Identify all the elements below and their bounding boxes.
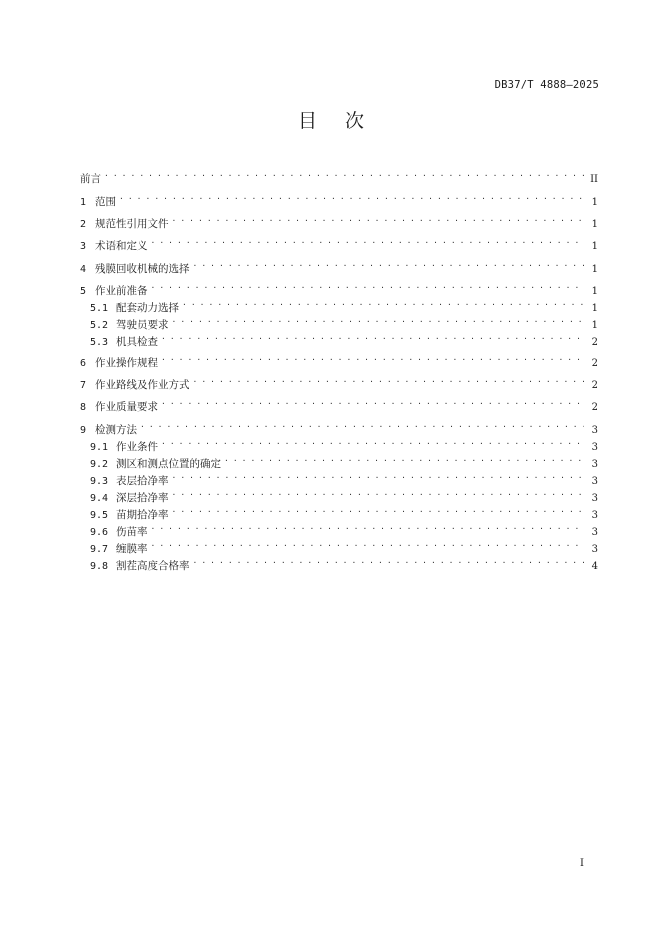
toc-leader-dots [104, 166, 584, 182]
toc-page-number: 1 [591, 320, 598, 331]
toc-title: 测区和测点位置的确定 [116, 456, 224, 472]
toc-entry-2[interactable] [80, 211, 598, 230]
toc-title: 前言 [80, 171, 104, 187]
toc-page-number: 1 [591, 219, 598, 230]
toc-number: 7 [80, 380, 87, 391]
toc-number: 3 [80, 241, 87, 252]
toc-entry-9-1[interactable] [90, 434, 598, 453]
toc-number: 8 [80, 402, 87, 413]
toc-leader-dots [161, 394, 584, 410]
toc-leader-dots [161, 434, 584, 450]
toc-title: 配套动力选择 [116, 300, 182, 316]
toc-title: 苗期拾净率 [116, 507, 172, 523]
toc-page-number: 3 [591, 527, 598, 538]
toc-page-number: 2 [591, 402, 598, 413]
toc-number: 9.8 [90, 561, 109, 572]
toc-number: 9.3 [90, 476, 109, 487]
toc-page-number: 3 [591, 476, 598, 487]
toc-entry-5-2[interactable] [90, 312, 598, 331]
toc-entry-3[interactable] [80, 233, 598, 252]
toc-title: 机具检查 [116, 334, 161, 350]
toc-page-number: 2 [591, 337, 598, 348]
toc-leader-dots [172, 312, 585, 328]
toc-entry-7[interactable] [80, 372, 598, 391]
toc-number: 9.1 [90, 442, 109, 453]
toc-leader-dots [119, 189, 584, 205]
toc-number: 9.2 [90, 459, 109, 470]
toc-title: 检测方法 [95, 422, 140, 438]
toc-page-number: 1 [591, 241, 598, 252]
toc-page-number: 1 [591, 286, 598, 297]
toc-number: 9 [80, 425, 87, 436]
toc-entry-8[interactable] [80, 394, 598, 413]
toc-leader-dots [161, 329, 584, 345]
toc-leader-dots [193, 372, 585, 388]
toc-title: 作业路线及作业方式 [95, 377, 193, 393]
toc-entry-9-4[interactable] [90, 485, 598, 504]
toc-leader-dots [172, 502, 585, 518]
toc-leader-dots [182, 295, 584, 311]
toc-title: 作业前准备 [95, 283, 151, 299]
toc-page-number: 3 [591, 425, 598, 436]
toc-leader-dots [193, 553, 585, 569]
footer-page-number: I [580, 858, 584, 869]
toc-leader-dots [172, 485, 585, 501]
toc-entry-9-2[interactable] [90, 451, 598, 470]
toc-title: 残膜回收机械的选择 [95, 261, 193, 277]
toc-leader-dots [161, 350, 584, 366]
toc-number: 9.4 [90, 493, 109, 504]
toc-title: 范围 [95, 194, 119, 210]
toc-page-number: 4 [591, 561, 598, 572]
toc-entry-9-3[interactable] [90, 468, 598, 487]
toc-number: 2 [80, 219, 87, 230]
document-code: DB37/T 4888—2025 [494, 79, 599, 91]
toc-page-number: 3 [591, 459, 598, 470]
toc-title: 驾驶员要求 [116, 317, 172, 333]
toc-entry-9-6[interactable] [90, 519, 598, 538]
toc-number: 5.2 [90, 320, 109, 331]
toc-number: 4 [80, 264, 87, 275]
page-title: 目次 [297, 110, 392, 132]
toc-title: 规范性引用文件 [95, 216, 172, 232]
toc-title: 术语和定义 [95, 238, 151, 254]
toc-page-number: 1 [591, 303, 598, 314]
toc-number: 9.7 [90, 544, 109, 555]
toc-leader-dots [151, 233, 585, 249]
toc-page-number: 1 [591, 264, 598, 275]
toc-number: 5.1 [90, 303, 109, 314]
toc-leader-dots [140, 417, 584, 433]
toc-entry-5-3[interactable] [90, 329, 598, 348]
toc-page-number: 2 [591, 380, 598, 391]
toc-entry-9-8[interactable] [90, 553, 598, 572]
toc-entry-5-1[interactable] [90, 295, 598, 314]
toc-title: 作业质量要求 [95, 399, 161, 415]
toc-number: 5 [80, 286, 87, 297]
toc-entry-5[interactable] [80, 278, 598, 297]
toc-leader-dots [224, 451, 584, 467]
toc-page-number: 1 [591, 197, 598, 208]
toc-title: 作业操作规程 [95, 355, 161, 371]
toc-title: 作业条件 [116, 439, 161, 455]
toc-entry-9[interactable] [80, 417, 598, 436]
toc-number: 1 [80, 197, 87, 208]
toc-entry-6[interactable] [80, 350, 598, 369]
toc-entry-9-5[interactable] [90, 502, 598, 521]
toc-number: 6 [80, 358, 87, 369]
toc-leader-dots [193, 256, 585, 272]
toc-title: 伤苗率 [116, 524, 151, 540]
toc-page-number: 3 [591, 510, 598, 521]
toc-leader-dots [151, 536, 585, 552]
toc-number: 9.5 [90, 510, 109, 521]
toc-page-number: 3 [591, 544, 598, 555]
toc-title: 表层拾净率 [116, 473, 172, 489]
toc-number: 5.3 [90, 337, 109, 348]
toc-entry-foreword[interactable] [80, 166, 598, 185]
toc-page-number: II [590, 174, 598, 185]
toc-entry-4[interactable] [80, 256, 598, 275]
toc-title: 割茬高度合格率 [116, 558, 193, 574]
toc-title: 缠膜率 [116, 541, 151, 557]
toc-number: 9.6 [90, 527, 109, 538]
toc-page-number: 3 [591, 493, 598, 504]
toc-entry-1[interactable] [80, 189, 598, 208]
toc-title: 深层拾净率 [116, 490, 172, 506]
toc-leader-dots [151, 519, 585, 535]
toc-page-number: 2 [591, 358, 598, 369]
toc-leader-dots [151, 278, 585, 294]
toc-leader-dots [172, 468, 585, 484]
toc-entry-9-7[interactable] [90, 536, 598, 555]
toc-page-number: 3 [591, 442, 598, 453]
toc-leader-dots [172, 211, 585, 227]
